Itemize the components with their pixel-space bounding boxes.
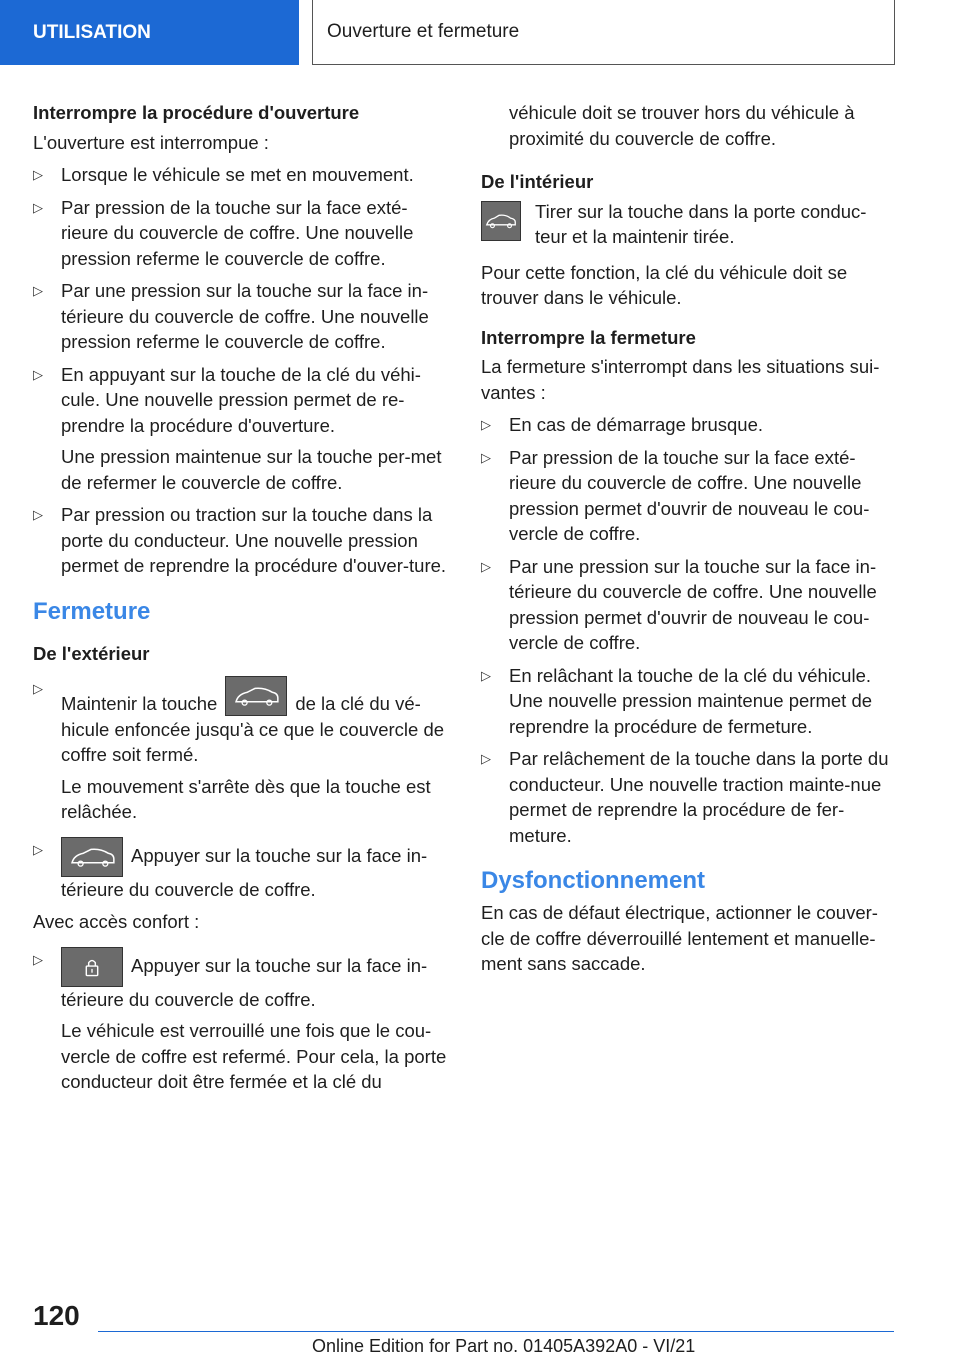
- heading-interrupt-closing: Interrompre la fermeture: [481, 326, 696, 348]
- list-from-outside: [33, 676, 448, 902]
- heading-from-inside: De l'intérieur: [481, 171, 594, 192]
- heading-malfunction: Dysfonctionnement: [481, 867, 706, 894]
- list-interrupt-opening: [33, 162, 448, 579]
- list-item: ▷ Appuyer sur la touche sur la face in‐térieure du couvercle de coffre.: [33, 837, 448, 903]
- bullet-triangle-icon: ▷: [33, 951, 43, 967]
- heading-closing: Fermeture: [33, 597, 151, 625]
- list-item: ▷ Par une pression sur la touche sur la face in‐térieure du couvercle de coffre. Une nouvelle pression referme le couvercle de coffre.: [33, 280, 429, 352]
- car-trunk-icon: [481, 201, 521, 241]
- bullet-triangle-icon: ▷: [33, 681, 43, 696]
- bullet-triangle-icon: ▷: [481, 449, 491, 465]
- inside-instruction: Tirer sur la touche dans la porte conduc‐teur et la maintenir tirée.: [481, 199, 896, 250]
- continued-text: véhicule doit se trouver hors du véhicule à proximité du couvercle de coffre.: [509, 102, 855, 149]
- malfunction-text: En cas de défaut électrique, actionner le couver‐cle de coffre déverrouillé lentement et manuelle‐ment sans saccade.: [481, 902, 878, 974]
- bullet-triangle-icon: ▷: [481, 417, 491, 432]
- list-comfort-access: [33, 947, 448, 1095]
- bullet-triangle-icon: ▷: [33, 366, 43, 382]
- list-item: ▷ Par pression ou traction sur la touche dans la porte du conducteur. Une nouvelle pression permet de reprendre la procédure d'ouver‐ture.: [33, 504, 447, 576]
- header-section-tab: [0, 0, 299, 65]
- list-item-note: Le véhicule est verrouillé une fois que le cou‐vercle de coffre est refermé. Pour cela, la porte conducteur doit être fermée et la clé du: [61, 1020, 447, 1092]
- list-item: ▷ En relâchant la touche de la clé du véhicule. Une nouvelle pression maintenue permet de reprendre la procédure de fermeture.: [481, 664, 873, 737]
- intro-interrupt-closing: La fermeture s'interrompt dans les situations sui‐vantes :: [481, 356, 880, 403]
- right-column: [481, 100, 896, 984]
- inside-note: Pour cette fonction, la clé du véhicule doit se trouver dans le véhicule.: [481, 261, 848, 308]
- bullet-triangle-icon: ▷: [33, 199, 43, 215]
- list-item: ▷ Par pression de la touche sur la face exté‐rieure du couvercle de coffre. Une nouvelle pression referme le couvercle de coffre.: [33, 196, 414, 269]
- list-item: ▷ En cas de démarrage brusque.: [481, 412, 896, 438]
- header-chapter-label: Ouverture et fermeture: [327, 21, 520, 42]
- list-item: ▷ En appuyant sur la touche de la clé du véhi‐cule. Une nouvelle pression permet de re‐prendre la procédure d'ouverture. Une pression maintenue sur la touche per‐met de refermer le couvercle de coffre.: [33, 362, 448, 496]
- bullet-triangle-icon: ▷: [33, 167, 43, 182]
- bullet-triangle-icon: ▷: [481, 558, 491, 574]
- list-item: ▷ Appuyer sur la touche sur la face in‐térieure du couvercle de coffre. Le véhicule est verrouillé une fois que le cou‐vercle de coffre est refermé. Pour cela, la porte conducteur doit être fermée et la clé du: [33, 947, 448, 1095]
- list-item-note: Une pression maintenue sur la touche per‐met de refermer le couvercle de coffre.: [61, 446, 442, 493]
- car-trunk-icon: [225, 676, 287, 716]
- header-chapter-box: [312, 0, 895, 65]
- intro-interrupt-opening: L'ouverture est interrompue :: [33, 131, 269, 153]
- page-number: 120: [33, 1300, 80, 1331]
- header-section-label: UTILISATION: [33, 21, 151, 43]
- list-item: ▷ Lorsque le véhicule se met en mouvement.: [33, 162, 448, 188]
- list-item: ▷ Par pression de la touche sur la face exté‐rieure du couvercle de coffre. Une nouvelle pression permet d'ouvrir de nouveau le cou‐vercle de coffre.: [481, 446, 870, 544]
- left-column: [33, 100, 448, 1102]
- list-item-note: Le mouvement s'arrête dès que la touche est relâchée.: [61, 775, 431, 822]
- list-item: ▷ Par relâchement de la touche dans la porte du conducteur. Une nouvelle traction mainte‐nue permet de reprendre la procédure de fer‐meture.: [481, 748, 889, 846]
- footer-edition: Online Edition for Part no. 01405A392A0 - VI/21: [312, 1336, 696, 1356]
- footer-divider: [98, 1331, 894, 1332]
- heading-interrupt-opening: Interrompre la procédure d'ouverture: [33, 102, 360, 123]
- bullet-triangle-icon: ▷: [481, 751, 491, 766]
- bullet-triangle-icon: ▷: [33, 507, 43, 522]
- comfort-access-intro: Avec accès confort :: [33, 911, 200, 932]
- list-item: ▷ Par une pression sur la touche sur la face in‐térieure du couvercle de coffre. Une nouvelle pression permet d'ouvrir de nouveau le cou‐vercle de coffre.: [481, 555, 877, 653]
- bullet-triangle-icon: ▷: [481, 667, 491, 683]
- bullet-triangle-icon: ▷: [33, 841, 43, 857]
- bullet-triangle-icon: ▷: [33, 283, 43, 298]
- list-item: ▷ Maintenir la touche de la clé du vé‐hicule enfoncée jusqu'à ce que le couvercle de coffre soit fermé. Le mouvement s'arrête dès que la touche est relâchée.: [33, 676, 448, 825]
- lock-icon: [61, 947, 123, 987]
- heading-from-outside: De l'extérieur: [33, 642, 150, 664]
- list-interrupt-closing: [481, 412, 896, 848]
- car-trunk-icon: [61, 837, 123, 877]
